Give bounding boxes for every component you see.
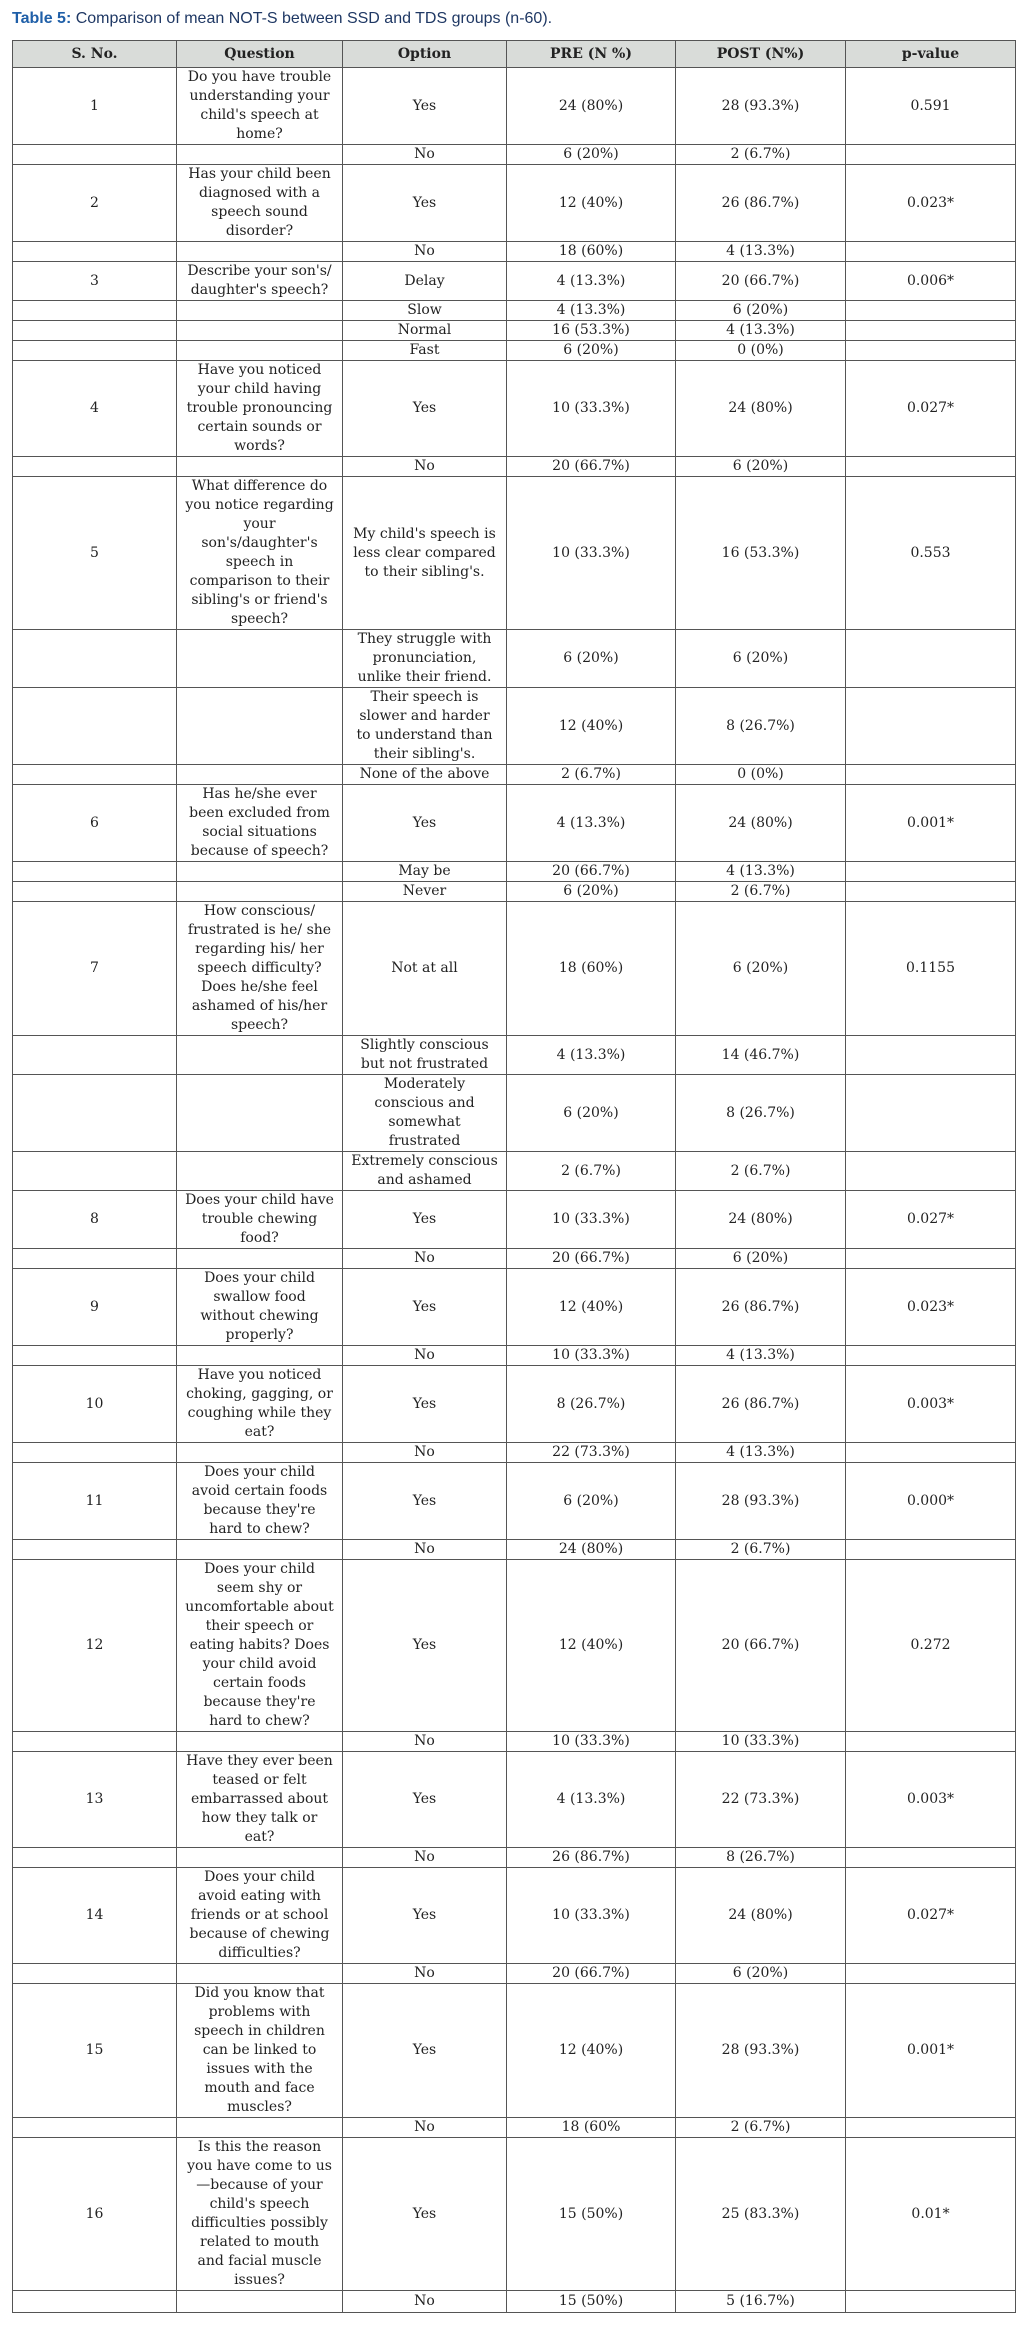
cell-sno: 12 [13, 1560, 177, 1732]
cell-question: Has your child been diagnosed with a speech sound disorder? [177, 165, 343, 242]
cell-post: 8 (26.7%) [676, 1848, 846, 1868]
cell-post: 16 (53.3%) [676, 477, 846, 630]
cell-sno: 15 [13, 1984, 177, 2118]
cell-pre: 2 (6.7%) [507, 765, 676, 785]
cell-sno [13, 457, 177, 477]
header-post: POST (N%) [676, 41, 846, 68]
table-header-row [13, 41, 1016, 68]
cell-sno: 3 [13, 262, 177, 301]
cell-option: Yes [343, 1984, 507, 2118]
table-row [13, 477, 1016, 630]
cell-p-value: 0.006* [846, 262, 1016, 301]
cell-sno [13, 1075, 177, 1152]
cell-p-value [846, 1152, 1016, 1191]
cell-sno: 9 [13, 1269, 177, 1346]
cell-post: 6 (20%) [676, 902, 846, 1036]
table-caption-label: Table 5: [12, 10, 72, 27]
cell-option: No [343, 1540, 507, 1560]
cell-question [177, 1346, 343, 1366]
cell-sno [13, 1848, 177, 1868]
cell-question: Does your child avoid eating with friends or at school because of chewing difficulties? [177, 1868, 343, 1964]
cell-pre: 18 (60%) [507, 902, 676, 1036]
cell-pre: 6 (20%) [507, 630, 676, 688]
table-row [13, 1848, 1016, 1868]
cell-p-value [846, 321, 1016, 341]
cell-question: Have you noticed choking, gagging, or coughing while they eat? [177, 1366, 343, 1443]
cell-question [177, 2291, 343, 2313]
cell-sno [13, 2291, 177, 2313]
cell-pre: 12 (40%) [507, 165, 676, 242]
table-row [13, 2291, 1016, 2313]
table-row [13, 1152, 1016, 1191]
cell-post: 2 (6.7%) [676, 2118, 846, 2138]
cell-sno: 2 [13, 165, 177, 242]
cell-pre: 18 (60% [507, 2118, 676, 2138]
table-row [13, 457, 1016, 477]
cell-p-value [846, 145, 1016, 165]
cell-p-value [846, 862, 1016, 882]
table-row [13, 1346, 1016, 1366]
table-row [13, 1540, 1016, 1560]
cell-sno [13, 688, 177, 765]
table-row [13, 862, 1016, 882]
cell-question [177, 2118, 343, 2138]
cell-sno [13, 862, 177, 882]
cell-sno [13, 341, 177, 361]
cell-question: Does your child swallow food without chewing properly? [177, 1269, 343, 1346]
cell-option: Yes [343, 1463, 507, 1540]
cell-option: Yes [343, 1191, 507, 1249]
cell-option: Yes [343, 1868, 507, 1964]
cell-post: 20 (66.7%) [676, 1560, 846, 1732]
cell-sno: 14 [13, 1868, 177, 1964]
cell-p-value [846, 2291, 1016, 2313]
cell-post: 14 (46.7%) [676, 1036, 846, 1075]
cell-pre: 15 (50%) [507, 2138, 676, 2291]
table-row [13, 1560, 1016, 1732]
cell-option: Moderately conscious and somewhat frustrated [343, 1075, 507, 1152]
table-row [13, 262, 1016, 301]
table-row [13, 1732, 1016, 1752]
table-row [13, 902, 1016, 1036]
table-row [13, 2138, 1016, 2291]
cell-pre: 10 (33.3%) [507, 361, 676, 457]
cell-post: 0 (0%) [676, 765, 846, 785]
cell-post: 20 (66.7%) [676, 262, 846, 301]
table-row [13, 301, 1016, 321]
cell-option: No [343, 2291, 507, 2313]
header-question: Question [177, 41, 343, 68]
cell-sno [13, 301, 177, 321]
cell-option: My child's speech is less clear compared to their sibling's. [343, 477, 507, 630]
cell-p-value [846, 1036, 1016, 1075]
table-row [13, 765, 1016, 785]
table-body [13, 68, 1016, 2313]
cell-p-value: 0.001* [846, 1984, 1016, 2118]
cell-sno: 7 [13, 902, 177, 1036]
cell-sno: 16 [13, 2138, 177, 2291]
table-row [13, 1868, 1016, 1964]
cell-question [177, 1964, 343, 1984]
cell-sno [13, 630, 177, 688]
cell-pre: 4 (13.3%) [507, 1036, 676, 1075]
cell-sno: 1 [13, 68, 177, 145]
cell-pre: 16 (53.3%) [507, 321, 676, 341]
cell-sno: 6 [13, 785, 177, 862]
cell-question: Does your child have trouble chewing food? [177, 1191, 343, 1249]
cell-p-value: 0.553 [846, 477, 1016, 630]
cell-pre: 6 (20%) [507, 1075, 676, 1152]
cell-post: 28 (93.3%) [676, 1984, 846, 2118]
cell-p-value: 0.027* [846, 361, 1016, 457]
table-caption [12, 4, 552, 34]
cell-question [177, 1848, 343, 1868]
table-row [13, 68, 1016, 145]
cell-pre: 24 (80%) [507, 1540, 676, 1560]
cell-question [177, 457, 343, 477]
cell-question: What difference do you notice regarding your son's/daughter's speech in comparison to their sibling's or friend's speech? [177, 477, 343, 630]
cell-option: No [343, 1848, 507, 1868]
cell-sno: 8 [13, 1191, 177, 1249]
cell-post: 26 (86.7%) [676, 1269, 846, 1346]
cell-question [177, 1036, 343, 1075]
cell-option: Yes [343, 165, 507, 242]
cell-p-value [846, 630, 1016, 688]
cell-p-value [846, 457, 1016, 477]
table-row [13, 1984, 1016, 2118]
cell-p-value [846, 1346, 1016, 1366]
cell-pre: 12 (40%) [507, 1984, 676, 2118]
cell-pre: 2 (6.7%) [507, 1152, 676, 1191]
cell-sno [13, 1732, 177, 1752]
cell-p-value [846, 341, 1016, 361]
cell-post: 4 (13.3%) [676, 242, 846, 262]
cell-pre: 10 (33.3%) [507, 1346, 676, 1366]
cell-question [177, 145, 343, 165]
cell-pre: 8 (26.7%) [507, 1366, 676, 1443]
cell-question [177, 1443, 343, 1463]
cell-question [177, 1249, 343, 1269]
cell-p-value: 0.272 [846, 1560, 1016, 1732]
cell-option: Their speech is slower and harder to understand than their sibling's. [343, 688, 507, 765]
cell-sno [13, 1036, 177, 1075]
cell-option: None of the above [343, 765, 507, 785]
table-row [13, 1443, 1016, 1463]
cell-question [177, 688, 343, 765]
cell-pre: 20 (66.7%) [507, 1964, 676, 1984]
cell-pre: 20 (66.7%) [507, 457, 676, 477]
cell-post: 2 (6.7%) [676, 882, 846, 902]
cell-pre: 20 (66.7%) [507, 862, 676, 882]
cell-sno: 11 [13, 1463, 177, 1540]
cell-question [177, 321, 343, 341]
cell-post: 4 (13.3%) [676, 1443, 846, 1463]
cell-p-value [846, 301, 1016, 321]
cell-post: 4 (13.3%) [676, 862, 846, 882]
cell-pre: 12 (40%) [507, 1269, 676, 1346]
cell-sno [13, 1540, 177, 1560]
cell-post: 26 (86.7%) [676, 165, 846, 242]
cell-option: Yes [343, 2138, 507, 2291]
cell-pre: 6 (20%) [507, 882, 676, 902]
cell-pre: 15 (50%) [507, 2291, 676, 2313]
cell-pre: 20 (66.7%) [507, 1249, 676, 1269]
cell-sno [13, 765, 177, 785]
cell-question [177, 1152, 343, 1191]
cell-question: Is this the reason you have come to us—because of your child's speech difficulties possibly related to mouth and facial muscle issues? [177, 2138, 343, 2291]
table-row [13, 1036, 1016, 1075]
cell-question: Have they ever been teased or felt embarrassed about how they talk or eat? [177, 1752, 343, 1848]
cell-question [177, 341, 343, 361]
cell-question: Does your child seem shy or uncomfortable about their speech or eating habits? Does your child avoid certain foods because they're hard to chew? [177, 1560, 343, 1732]
cell-post: 22 (73.3%) [676, 1752, 846, 1848]
cell-sno: 13 [13, 1752, 177, 1848]
cell-option: Fast [343, 341, 507, 361]
cell-option: Slightly conscious but not frustrated [343, 1036, 507, 1075]
cell-p-value: 0.023* [846, 165, 1016, 242]
cell-p-value: 0.003* [846, 1752, 1016, 1848]
cell-post: 28 (93.3%) [676, 68, 846, 145]
table-caption-text: Comparison of mean NOT-S between SSD and TDS groups (n-60). [71, 10, 553, 27]
cell-option: Yes [343, 361, 507, 457]
cell-sno [13, 1346, 177, 1366]
cell-question [177, 862, 343, 882]
cell-pre: 10 (33.3%) [507, 1191, 676, 1249]
cell-question: Do you have trouble understanding your child's speech at home? [177, 68, 343, 145]
table-row [13, 882, 1016, 902]
cell-option: No [343, 145, 507, 165]
cell-p-value: 0.01* [846, 2138, 1016, 2291]
cell-post: 24 (80%) [676, 1868, 846, 1964]
cell-option: No [343, 1346, 507, 1366]
cell-post: 8 (26.7%) [676, 688, 846, 765]
cell-option: No [343, 1964, 507, 1984]
cell-option: Slow [343, 301, 507, 321]
cell-post: 0 (0%) [676, 341, 846, 361]
cell-post: 6 (20%) [676, 630, 846, 688]
table-row [13, 341, 1016, 361]
cell-question [177, 301, 343, 321]
table-row [13, 2118, 1016, 2138]
cell-post: 24 (80%) [676, 361, 846, 457]
cell-option: Yes [343, 68, 507, 145]
cell-option: Not at all [343, 902, 507, 1036]
cell-pre: 12 (40%) [507, 688, 676, 765]
cell-option: No [343, 2118, 507, 2138]
cell-p-value [846, 765, 1016, 785]
cell-p-value: 0.027* [846, 1868, 1016, 1964]
table-row [13, 321, 1016, 341]
results-table [12, 40, 1016, 2313]
table-row [13, 785, 1016, 862]
cell-post: 5 (16.7%) [676, 2291, 846, 2313]
cell-p-value: 0.003* [846, 1366, 1016, 1443]
cell-pre: 6 (20%) [507, 1463, 676, 1540]
cell-pre: 24 (80%) [507, 68, 676, 145]
cell-question [177, 630, 343, 688]
cell-question: Did you know that problems with speech in children can be linked to issues with the mouth and face muscles? [177, 1984, 343, 2118]
cell-p-value [846, 1075, 1016, 1152]
cell-question: Has he/she ever been excluded from social situations because of speech? [177, 785, 343, 862]
cell-p-value [846, 1848, 1016, 1868]
cell-pre: 4 (13.3%) [507, 301, 676, 321]
cell-post: 6 (20%) [676, 1249, 846, 1269]
cell-post: 6 (20%) [676, 457, 846, 477]
table-row [13, 1366, 1016, 1443]
cell-p-value [846, 1540, 1016, 1560]
cell-pre: 4 (13.3%) [507, 1752, 676, 1848]
cell-sno [13, 1964, 177, 1984]
cell-p-value: 0.027* [846, 1191, 1016, 1249]
cell-post: 4 (13.3%) [676, 321, 846, 341]
cell-question [177, 1075, 343, 1152]
cell-sno [13, 1249, 177, 1269]
cell-post: 2 (6.7%) [676, 145, 846, 165]
cell-pre: 18 (60%) [507, 242, 676, 262]
cell-p-value [846, 242, 1016, 262]
table-row [13, 688, 1016, 765]
cell-option: Normal [343, 321, 507, 341]
cell-option: Delay [343, 262, 507, 301]
cell-question: How conscious/ frustrated is he/ she regarding his/ her speech difficulty? Does he/she feel ashamed of his/her speech? [177, 902, 343, 1036]
table-row [13, 1269, 1016, 1346]
cell-option: Yes [343, 1366, 507, 1443]
cell-p-value: 0.023* [846, 1269, 1016, 1346]
cell-p-value [846, 1964, 1016, 1984]
table-row [13, 242, 1016, 262]
cell-pre: 22 (73.3%) [507, 1443, 676, 1463]
table-row [13, 1249, 1016, 1269]
cell-sno: 5 [13, 477, 177, 630]
cell-p-value: 0.1155 [846, 902, 1016, 1036]
cell-sno: 10 [13, 1366, 177, 1443]
cell-sno: 4 [13, 361, 177, 457]
cell-question [177, 1732, 343, 1752]
cell-post: 2 (6.7%) [676, 1540, 846, 1560]
cell-option: No [343, 242, 507, 262]
table-row [13, 1191, 1016, 1249]
header-p-value: p-value [846, 41, 1016, 68]
cell-option: Yes [343, 1560, 507, 1732]
cell-post: 8 (26.7%) [676, 1075, 846, 1152]
cell-pre: 6 (20%) [507, 341, 676, 361]
cell-post: 28 (93.3%) [676, 1463, 846, 1540]
cell-post: 2 (6.7%) [676, 1152, 846, 1191]
cell-pre: 10 (33.3%) [507, 1732, 676, 1752]
cell-p-value [846, 1249, 1016, 1269]
cell-option: They struggle with pronunciation, unlike their friend. [343, 630, 507, 688]
cell-option: No [343, 1249, 507, 1269]
cell-question: Have you noticed your child having trouble pronouncing certain sounds or words? [177, 361, 343, 457]
cell-pre: 26 (86.7%) [507, 1848, 676, 1868]
cell-option: Yes [343, 1752, 507, 1848]
cell-pre: 12 (40%) [507, 1560, 676, 1732]
cell-question [177, 765, 343, 785]
cell-option: Never [343, 882, 507, 902]
cell-post: 24 (80%) [676, 785, 846, 862]
cell-option: Yes [343, 1269, 507, 1346]
cell-post: 24 (80%) [676, 1191, 846, 1249]
cell-option: Extremely conscious and ashamed [343, 1152, 507, 1191]
cell-pre: 10 (33.3%) [507, 1868, 676, 1964]
table-row [13, 630, 1016, 688]
cell-option: No [343, 1732, 507, 1752]
table-row [13, 165, 1016, 242]
table-row [13, 1964, 1016, 1984]
table-row [13, 145, 1016, 165]
cell-question [177, 242, 343, 262]
cell-option: Yes [343, 785, 507, 862]
table-row [13, 1752, 1016, 1848]
cell-post: 26 (86.7%) [676, 1366, 846, 1443]
cell-sno [13, 242, 177, 262]
cell-post: 6 (20%) [676, 301, 846, 321]
cell-sno [13, 2118, 177, 2138]
header-option: Option [343, 41, 507, 68]
cell-p-value: 0.001* [846, 785, 1016, 862]
cell-p-value [846, 882, 1016, 902]
cell-post: 6 (20%) [676, 1964, 846, 1984]
cell-question: Does your child avoid certain foods because they're hard to chew? [177, 1463, 343, 1540]
header-pre: PRE (N %) [507, 41, 676, 68]
cell-question [177, 1540, 343, 1560]
cell-sno [13, 321, 177, 341]
cell-option: No [343, 457, 507, 477]
cell-p-value [846, 1732, 1016, 1752]
cell-sno [13, 1152, 177, 1191]
cell-pre: 4 (13.3%) [507, 785, 676, 862]
cell-sno [13, 145, 177, 165]
cell-pre: 10 (33.3%) [507, 477, 676, 630]
cell-sno [13, 1443, 177, 1463]
cell-post: 4 (13.3%) [676, 1346, 846, 1366]
cell-option: May be [343, 862, 507, 882]
cell-p-value [846, 688, 1016, 765]
table-row [13, 1075, 1016, 1152]
cell-post: 10 (33.3%) [676, 1732, 846, 1752]
cell-question [177, 882, 343, 902]
cell-option: No [343, 1443, 507, 1463]
cell-question: Describe your son's/ daughter's speech? [177, 262, 343, 301]
header-sno: S. No. [13, 41, 177, 68]
cell-post: 25 (83.3%) [676, 2138, 846, 2291]
cell-pre: 6 (20%) [507, 145, 676, 165]
cell-p-value: 0.591 [846, 68, 1016, 145]
table-row [13, 361, 1016, 457]
cell-p-value [846, 1443, 1016, 1463]
table-row [13, 1463, 1016, 1540]
cell-p-value [846, 2118, 1016, 2138]
cell-pre: 4 (13.3%) [507, 262, 676, 301]
cell-sno [13, 882, 177, 902]
cell-p-value: 0.000* [846, 1463, 1016, 1540]
